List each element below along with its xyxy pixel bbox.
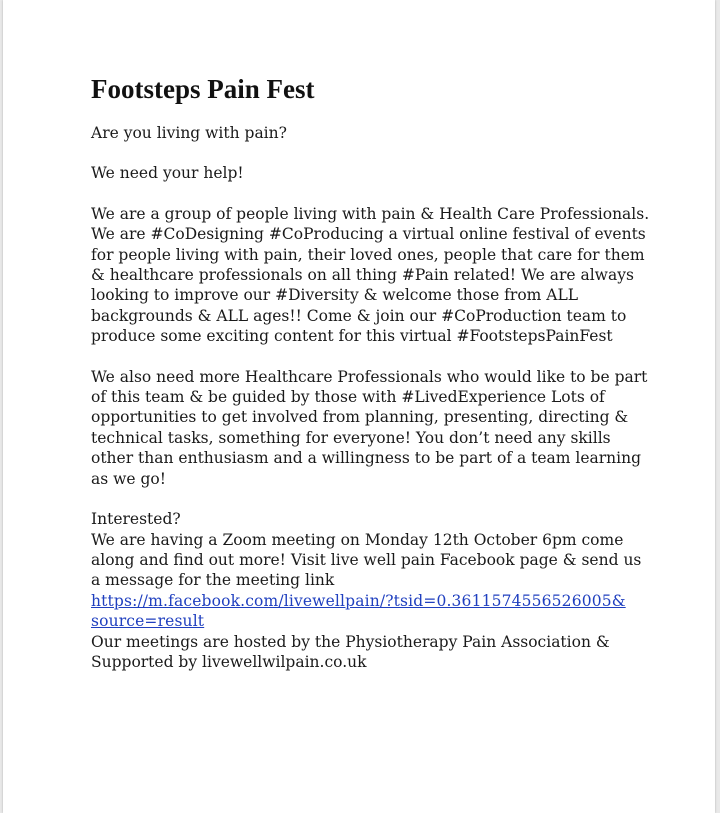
- intro-paragraph: We are a group of people living with pain & Health Care Professionals. We are #CoDesigning #CoProducing a virtual online festival of events for people living with pain, their loved ones, people that care for them & healthcare professionals on all thing #Pain related! We are always looking to improve our #Diversity & welcome those from ALL backgrounds & ALL ages!! Come & join our #CoProduction team to produce some exciting content for this virtual #FootstepsPainFest: [91, 204, 650, 346]
- question-text: Are you living with pain?: [91, 124, 287, 142]
- meeting-text: We are having a Zoom meeting on Monday 12th October 6pm come along and find out more! Visit live well pain Facebook page & send us a message for the meeting link: [91, 530, 642, 590]
- help-text: We need your help!: [91, 164, 244, 183]
- hosted-text: Our meetings are hosted by the Physiotherapy Pain Association & Supported by livewellwilpain.co.uk: [91, 632, 610, 671]
- interested-text: Interested?: [91, 510, 181, 529]
- document-page: [3, 0, 715, 813]
- document-body: [91, 72, 651, 672]
- document-title: Footsteps Pain Fest: [91, 74, 315, 104]
- professionals-paragraph: We also need more Healthcare Professionals who would like to be part of this team & be guided by those with #LivedExperience Lots of opportunities to get involved from planning, presenting, directing & technical tasks, something for everyone! You don’t need any skills other than enthusiasm and a willingness to be part of a team learning as we go!: [91, 367, 648, 488]
- facebook-link[interactable]: https://m.facebook.com/livewellpain/?tsid=0.3611574556526005&source=result: [91, 591, 626, 631]
